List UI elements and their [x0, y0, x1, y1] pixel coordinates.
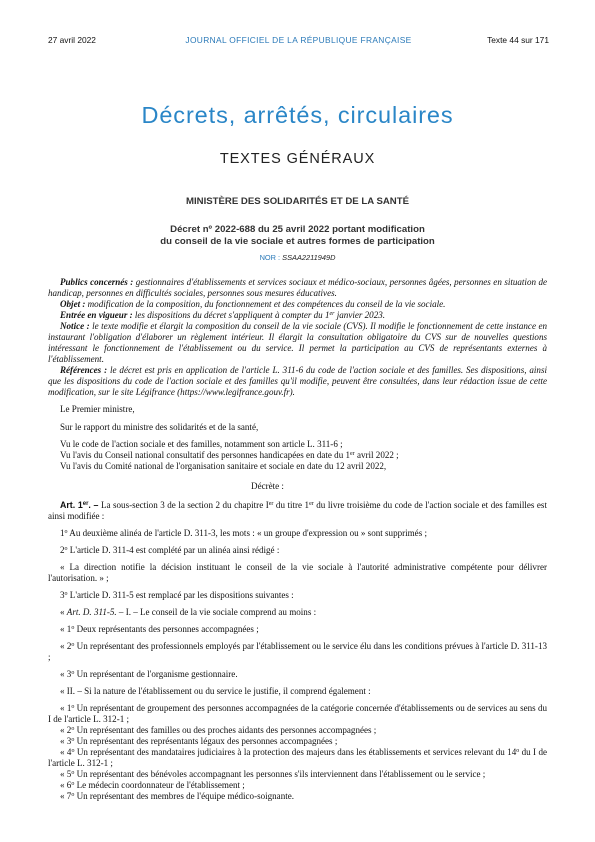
premier-ministre: Le Premier ministre, [60, 404, 135, 414]
nor-code: SSAA2211949D [282, 253, 336, 262]
nor-label: NOR : [259, 253, 283, 262]
section-ii-intro: « II. – Si la nature de l'établissement ou du service le justifie, il comprend également : [60, 686, 371, 696]
page-header [48, 35, 549, 47]
article-1-point-2: 2$^o$ L'article D. 311-4 est complété par un alinéa ainsi rédigé : [60, 545, 280, 555]
notice-block [48, 277, 547, 398]
article-d311-5-heading: « Art. D. 311-5. – I. – Le conseil de la vie sociale comprend au moins : [60, 607, 317, 617]
decrete: Décrète : [251, 481, 284, 491]
list-item: « 1$^o$ Deux représentants des personnes accompagnées ; [60, 624, 259, 634]
list-item: « 4$^o$ Un représentant des mandataires judiciaires à la protection des majeurs dans les établissements et services relevant du 14$^o$ du I de l'article L. 312-1 ; [48, 747, 547, 768]
objet: Objet : modification de la composition, du fonctionnement et des compétences du conseil de la vie sociale. [60, 299, 446, 309]
references: Références : le décret est pris en application de l'article L. 311-6 du code de l'action sociale et des familles. Ses dispositions, ainsi que les dispositions du code de l'action sociale et des familles qu'il modifie, peuvent être consultées, dans leur rédaction issue de cette modification, sur le site Légifrance (https://www.legifrance.gouv.fr). [48, 365, 547, 397]
section-title: TEXTES GÉNÉRAUX [219, 151, 376, 167]
list-item: « 5$^o$ Un représentant des bénévoles accompagnant les personnes s'ils interviennent dans l'établissement ou le service ; [60, 769, 486, 779]
page-title: Décrets, arrêtés, circulaires [141, 102, 454, 128]
list-item: « 2$^o$ Un représentant des familles ou des proches aidants des personnes accompagnées ; [60, 725, 377, 735]
publics-concernes: Publics concernés : gestionnaires d'établissements et services sociaux et médico-sociaux, personnes âgées, personnes en situation de handicap, personnes en difficultés sociales, personnes sous mesures éducatives. [48, 277, 548, 298]
article-1-point-2-quote: « La direction notifie la décision instituant le conseil de la vie sociale à l'autorité administrative compétente pour délivrer l'autorisation. » ; [48, 562, 547, 583]
list-item: « 3$^o$ Un représentant des représentants légaux des personnes accompagnées ; [60, 736, 338, 746]
list-section-ii [48, 703, 547, 802]
vu-code: Vu le code de l'action sociale et des familles, notamment son article L. 311-6 ; [60, 439, 343, 449]
rapport: Sur le rapport du ministre des solidarités et de la santé, [60, 422, 259, 432]
document-body [48, 277, 547, 802]
article-1-intro: Art. 1er. – La sous-section 3 de la section 2 du chapitre Ier du titre 1er du livre troisième du code de l'action sociale et des familles est ainsi modifiée : [48, 500, 547, 521]
article-1-point-1: 1$^o$ Au deuxième alinéa de l'article D. 311-3, les mots : « un groupe d'expression ou » sont supprimés ; [60, 528, 427, 538]
decree-title [0, 224, 595, 247]
list-item: « 3$^o$ Un représentant de l'organisme gestionnaire. [60, 669, 238, 679]
nor-reference [0, 253, 595, 262]
vu-cncph: Vu l'avis du Conseil national consultatif des personnes handicapées en date du 1er avril 2022 ; [60, 450, 399, 460]
list-item: « 1$^o$ Un représentant de groupement des personnes accompagnées de la catégorie concernée d'établissements ou de services au sens du I de l'article L. 312-1 ; [48, 703, 547, 724]
list-section-i [48, 624, 547, 680]
text-number: Texte 44 sur 171 [487, 35, 549, 45]
decree-title-line-1: Décret nº 2022-688 du 25 avril 2022 portant modification [170, 224, 425, 235]
entree-en-vigueur: Entrée en vigueur : les dispositions du décret s'appliquent à compter du 1er janvier 2023. [60, 310, 386, 320]
list-item: « 6$^o$ Le médecin coordonnateur de l'établissement ; [60, 780, 245, 790]
notice: Notice : le texte modifie et élargit la composition du conseil de la vie sociale (CVS). Il modifie le fonctionnement de cette instance en instaurant l'obligation d'élaborer un règlement intérieur. Il élargit la consultation obligatoire du CVS sur de nouvelles questions intéressant le fonctionnement de l'établissement ou du service. Il permet la participation au CVS de représentants externes à l'établissement. [48, 321, 548, 364]
article-1-point-3: 3$^o$ L'article D. 311-5 est remplacé par les dispositions suivantes : [60, 590, 294, 600]
vu-cnoss: Vu l'avis du Comité national de l'organisation sanitaire et sociale en date du 12 avril 2022, [60, 461, 387, 471]
header-date: 27 avril 2022 [48, 35, 96, 45]
list-item: « 7$^o$ Un représentant des membres de l'équipe médico-soignante. [60, 791, 295, 801]
list-item: « 2$^o$ Un représentant des professionnels employés par l'établissement ou le service élu dans les conditions prévues à l'article D. 311-13 ; [48, 641, 547, 662]
decree-title-line-2: du conseil de la vie sociale et autres formes de participation [160, 235, 435, 247]
ministry-name: MINISTÈRE DES SOLIDARITÉS ET DE LA SANTÉ [186, 196, 409, 207]
journal-title: JOURNAL OFFICIEL DE LA RÉPUBLIQUE FRANÇAISE [185, 35, 412, 45]
